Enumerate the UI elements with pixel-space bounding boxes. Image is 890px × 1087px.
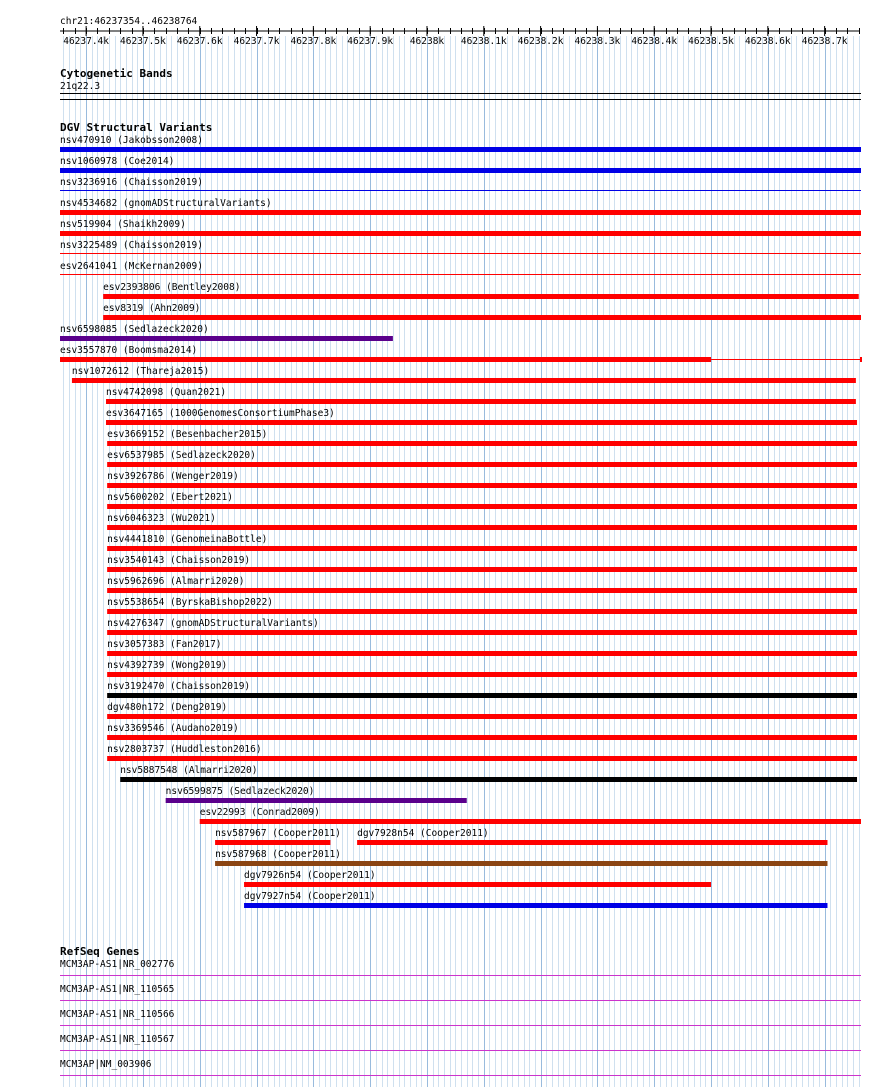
variant-label: nsv587967 (Cooper2011): [215, 828, 341, 839]
cytoband-bar-bottom: [60, 99, 861, 100]
variant-bar: [107, 756, 857, 761]
variant-bar: [60, 210, 861, 215]
variant-label: nsv3926786 (Wenger2019): [107, 471, 239, 482]
variant-bar: [107, 735, 857, 740]
variant-bar: [60, 231, 861, 236]
variant-label: nsv3236916 (Chaisson2019): [60, 177, 203, 188]
gene-label: MCM3AP|NM_003906: [60, 1059, 152, 1070]
refseq-track: [60, 945, 861, 1076]
variant-label: nsv5962696 (Almarri2020): [107, 576, 245, 587]
variant-bar: [107, 462, 857, 467]
variant-bar: [107, 546, 857, 551]
variant-label: nsv4742098 (Quan2021): [106, 387, 227, 398]
variant-label: nsv4276347 (gnomADStructuralVariants): [107, 618, 319, 629]
variant-label: nsv5887548 (Almarri2020): [120, 765, 258, 776]
variant-bar: [72, 378, 856, 383]
variant-label: dgv7926n54 (Cooper2011): [244, 870, 376, 881]
ruler-tick-label: 46238.3k: [574, 36, 621, 47]
variant-bar: [200, 819, 861, 824]
variant-bar: [107, 630, 857, 635]
variant-label: nsv3540143 (Chaisson2019): [107, 555, 251, 566]
variant-bar: [106, 420, 857, 425]
variant-label: nsv5600202 (Ebert2021): [107, 492, 233, 503]
ruler-tick-label: 46238.4k: [631, 36, 678, 47]
variant-bar: [357, 840, 827, 845]
variant-bar: [107, 525, 857, 530]
variant-label: dgv480n172 (Deng2019): [107, 702, 228, 713]
variant-start-cap: [60, 357, 62, 362]
variant-end-cap: [860, 357, 862, 362]
refseq-track-title: RefSeq Genes: [60, 945, 140, 958]
variant-label: nsv5538654 (ByrskaBishop2022): [107, 597, 274, 608]
variant-label: nsv587968 (Cooper2011): [215, 849, 341, 860]
variant-label: nsv3057383 (Fan2017): [107, 639, 222, 650]
gene-label: MCM3AP-AS1|NR_110565: [60, 984, 175, 995]
variant-bar: [107, 441, 857, 446]
variant-label: nsv3192470 (Chaisson2019): [107, 681, 251, 692]
variant-bar: [107, 504, 857, 509]
variant-label: nsv1060978 (Coe2014): [60, 156, 175, 167]
variant-bar: [60, 253, 861, 254]
ruler-tick-label: 46238.5k: [688, 36, 734, 47]
variant-bar: [60, 168, 861, 173]
variant-bar: [103, 315, 861, 320]
variant-bar: [60, 274, 861, 275]
variant-label: nsv3369546 (Audano2019): [107, 723, 239, 734]
location-label: chr21:46237354..46238764: [60, 16, 198, 27]
cytoband-track-title: Cytogenetic Bands: [60, 67, 173, 80]
variant-bar: [215, 840, 330, 845]
refseq-features: [60, 959, 861, 1076]
variant-label: nsv2803737 (Huddleston2016): [107, 744, 262, 755]
ruler-tick-label: 46237.8k: [290, 36, 337, 47]
gene-label: MCM3AP-AS1|NR_110566: [60, 1009, 175, 1020]
variant-bar: [244, 882, 711, 887]
ruler-tick-label: 46237.5k: [120, 36, 166, 47]
variant-bar: [107, 714, 857, 719]
variant-bar: [166, 798, 467, 803]
variant-bar: [60, 336, 393, 341]
variant-label: dgv7928n54 (Cooper2011): [357, 828, 489, 839]
variant-label: esv3557870 (Boomsma2014): [60, 345, 198, 356]
variant-label: nsv470910 (Jakobsson2008): [60, 135, 203, 146]
variant-bar: [103, 294, 859, 299]
variant-label: nsv4392739 (Wong2019): [107, 660, 228, 671]
variant-bar: [107, 483, 857, 488]
variant-bar: [120, 777, 857, 782]
variant-label: nsv6599875 (Sedlazeck2020): [165, 786, 315, 797]
ruler-tick-label: 46238k: [409, 36, 445, 47]
ruler-tick-label: 46238.6k: [744, 36, 791, 47]
variant-bar: [107, 609, 857, 614]
variant-label: esv3647165 (1000GenomesConsortiumPhase3): [106, 408, 335, 419]
ruler-tick-label: 46237.9k: [347, 36, 394, 47]
variant-bar: [107, 588, 857, 593]
ruler-tick-label: 46238.7k: [801, 36, 848, 47]
gene-label: MCM3AP-AS1|NR_002776: [60, 959, 175, 970]
variant-label: nsv6046323 (Wu2021): [107, 513, 216, 524]
ruler-tick-label: 46237.4k: [63, 36, 110, 47]
variant-bar: [106, 399, 856, 404]
variant-bar: [107, 567, 857, 572]
variant-label: esv2393806 (Bentley2008): [103, 282, 241, 293]
variant-bar: [107, 693, 857, 698]
variant-label: nsv519904 (Shaikh2009): [60, 219, 186, 230]
variant-label: esv2641041 (McKernan2009): [60, 261, 203, 272]
ruler-tick-label: 46237.6k: [176, 36, 223, 47]
cytoband-bar-top: [60, 93, 861, 94]
cytoband-track: [60, 67, 861, 100]
variant-bar: [60, 147, 861, 152]
dgv-track-title: DGV Structural Variants: [60, 121, 213, 134]
variant-bar: [244, 903, 827, 908]
ruler-ticks: [63, 26, 859, 47]
variant-bar: [107, 651, 857, 656]
ruler-tick-label: 46238.2k: [517, 36, 564, 47]
gene-label: MCM3AP-AS1|NR_110567: [60, 1034, 175, 1045]
ruler-tick-label: 46238.1k: [460, 36, 507, 47]
variant-label: nsv1072612 (Thareja2015): [71, 366, 210, 377]
ruler-tick-label: 46237.7k: [233, 36, 280, 47]
variant-bar: [60, 190, 861, 191]
variant-bar: [107, 672, 857, 677]
variant-bar: [215, 861, 827, 866]
variant-bar: [60, 357, 711, 362]
variant-label: dgv7927n54 (Cooper2011): [244, 891, 376, 902]
variant-label: nsv4534682 (gnomADStructuralVariants): [60, 198, 272, 209]
cytoband-label: 21q22.3: [60, 81, 101, 92]
variant-label: esv3669152 (Besenbacher2015): [107, 429, 268, 440]
variant-label: esv22993 (Conrad2009): [199, 807, 320, 818]
variant-label: nsv3225489 (Chaisson2019): [60, 240, 203, 251]
variant-label: nsv4441810 (GenomeinaBottle): [107, 534, 268, 545]
variant-label: esv6537985 (Sedlazeck2020): [107, 450, 256, 461]
variant-label: esv8319 (Ahn2009): [103, 303, 201, 314]
variant-label: nsv6598085 (Sedlazeck2020): [60, 324, 209, 335]
